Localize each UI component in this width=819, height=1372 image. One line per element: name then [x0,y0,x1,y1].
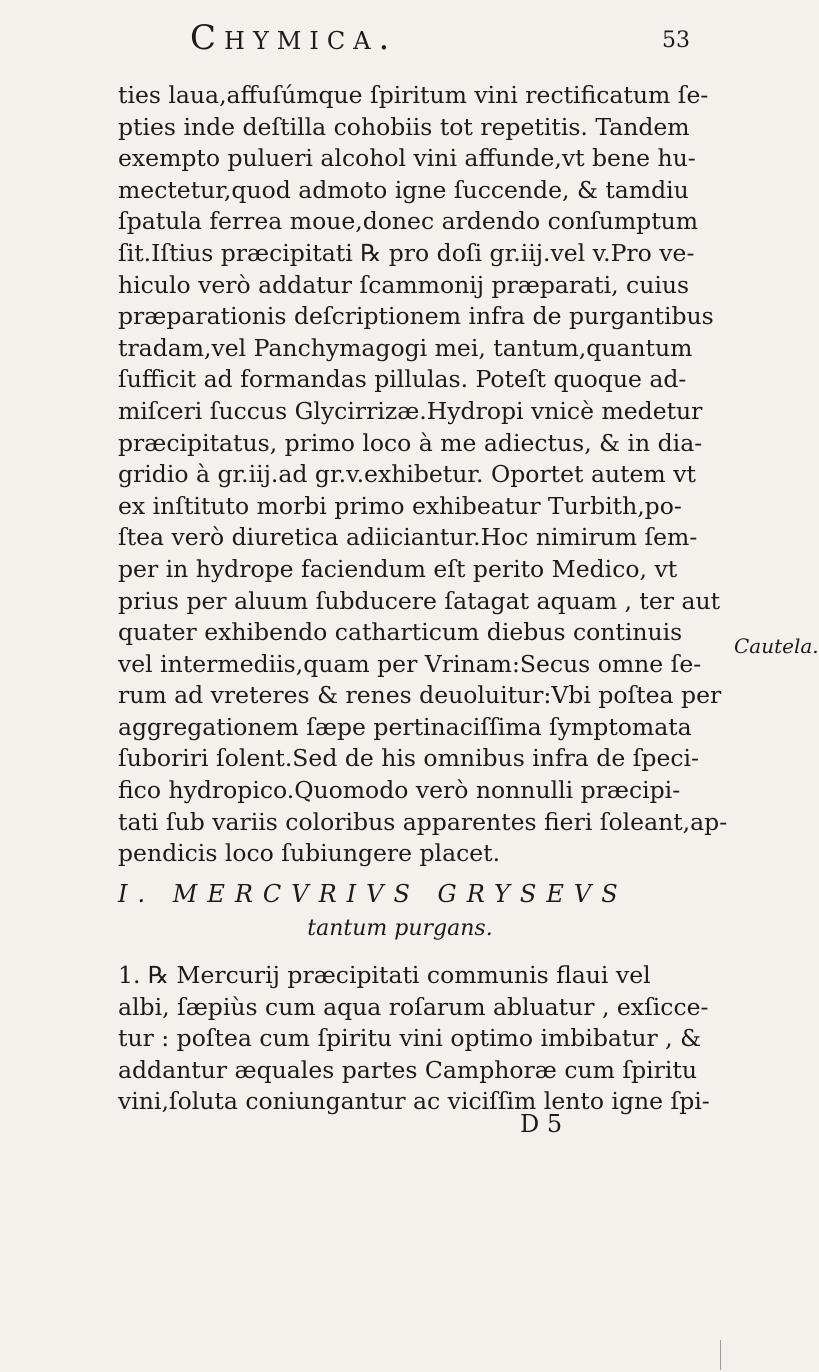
text-line: miſceri ſuccus Glycirrizæ.Hydropi vnicè medetur [118,396,703,425]
text-line: aggregationem ſæpe pertinaciſſima ſymptomata [118,712,692,741]
text-line: ſtea verò diuretica adiiciantur.Hoc nimirum ſem- [118,523,698,552]
text-line: præparationis deſcriptionem infra de purgantibus [118,302,714,331]
text-line: exempto pulueri alcohol vini affunde,vt bene hu- [118,144,696,173]
signature-mark: D 5 [520,1110,563,1138]
text-line: addantur æquales partes Camphoræ cum ſpiritu [118,1055,697,1084]
text-line: hiculo verò addatur ſcammonij præparati, cuius [118,270,690,299]
section-subheading: tantum purgans. [307,916,493,941]
text-line: ſuboriri ſolent.Sed de his omnibus infra de ſpeci- [118,744,699,773]
text-line: vini,ſoluta coniungantur ac viciſſim lento igne ſpi- [118,1087,710,1116]
body-text [118,80,728,870]
text-line: ties laua,affuſúmque ſpiritum vini rectificatum ſe- [118,81,709,109]
text-line: ſufficit ad formandas pillulas. Poteſt quoque ad- [118,365,687,394]
text-line: ſit.Iſtius præcipitati ℞ pro doſi gr.iij.vel v.Pro ve- [118,238,695,267]
text-line: 1. ℞ Mercurij præcipitati communis flaui vel [118,961,651,989]
margin-note: Cautela. [734,634,819,658]
text-line: ſpatula ferrea moue,donec ardendo conſumptum [118,207,699,236]
text-line: fico hydropico.Quomodo verò nonnulli præcipi- [118,776,681,805]
text-line: vel intermediis,quam per Vrinam:Secus omne ſe- [118,649,702,678]
recipe-text [118,960,738,1118]
text-line: pties inde deſtilla cohobiis tot repetitis. Tandem [118,112,690,141]
text-line: mectetur,quod admoto igne ſuccende, & tamdiu [118,175,689,204]
page-edge-mark [720,1340,721,1370]
section-heading: I. MERCVRIVS GRYSEVS [118,880,628,908]
text-line: præcipitatus, primo loco à me adiectus, & in dia- [118,428,703,457]
running-title: Chymica. [190,18,398,58]
text-line: rum ad vreteres & renes deuoluitur:Vbi poſtea per [118,681,722,710]
text-line: prius per aluum ſubducere ſatagat aquam , ter aut [118,586,721,615]
text-line: ex inſtituto morbi primo exhibeatur Turbith,po- [118,491,682,520]
text-line: quater exhibendo catharticum diebus continuis [118,618,683,647]
text-line: albi, ſæpiùs cum aqua roſarum abluatur , exſicce- [118,992,709,1021]
text-line: tur : poſtea cum ſpiritu vini optimo imbibatur , & [118,1024,702,1053]
page-number: 53 [662,28,690,53]
text-line: tradam,vel Panchymagogi mei, tantum,quantum [118,333,693,362]
text-line: tati ſub variis coloribus apparentes fieri ſoleant,ap- [118,807,728,836]
text-line: pendicis loco ſubiungere placet. [118,839,501,868]
running-head [190,18,690,58]
text-line: gridio à gr.iij.ad gr.v.exhibetur. Oportet autem vt [118,460,696,489]
text-line: per in hydrope faciendum eſt perito Medico, vt [118,554,678,583]
